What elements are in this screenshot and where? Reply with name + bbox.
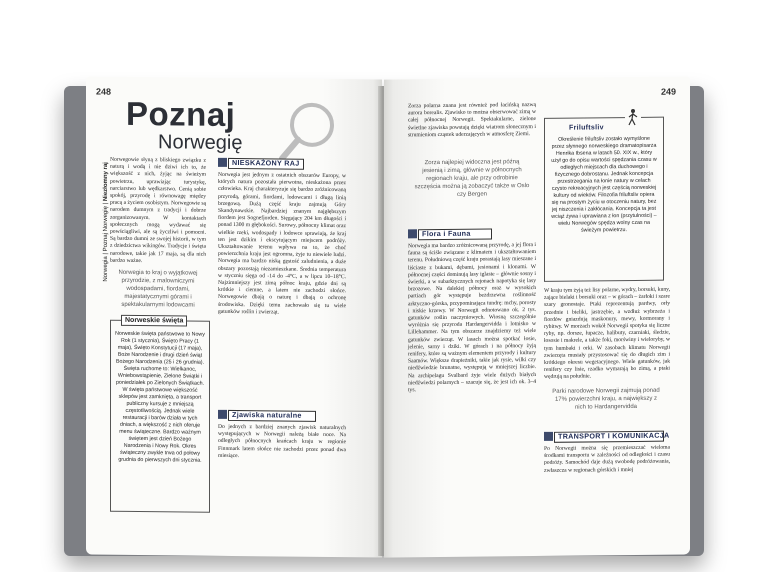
holidays-text: Norweskie święta państwowe to Nowy Rok (1 stycznia), Święto Pracy (1 maja), Święto Konstytucji (17 maja), Boże Narodzenie i drugi dzień świąt Bożego Narodzenia (25 i 26 grudnia). Święta ruchome to: Wielkanoc, Wniebowstąpienie, Zielone Świątki i poniedziałek po Zielonych Świątkach. W święta państwowe większość sklepów jest zamknięta, a transport publiczny kursuje z mniejszą częstotliwością. Jednak wiele restauracji i barów działa w tych dniach, a większość z nich oferuje menu świąteczne. Bardzo ważnym świętem jest dzień Bożego Narodzenia i Nowy Rok. Okres świąteczny zwykle trwa od połowy grudnia do pierwszych dni stycznia. bbox=[115, 330, 205, 464]
intro-text: Norwegowie słyną z bliskiego związku z naturą i wodą i nie dziwi ich to, że większość z nich, żyjąc na świeżym powietrzu, uprawiając turystykę, narciarstwo lub wędkarstwo. Cenią sobie spokój, przyrodę i równowagę między pracą a życiem osobistym. Norwegowie są narodem dumnym z tradycji i dobrze zorganizowanym. W kontaktach społecznych mogą wydawać się powściągliwi, ale są życzliwi i pomocni. Są bardzo dumni ze swojej historii, w tym z dziedzictwa wikingów. Tradycje i święta narodowe, takie jak 17 maja, są dla nich bardzo ważne. bbox=[110, 156, 206, 264]
page-title: Poznaj bbox=[126, 94, 236, 134]
person-hiking-icon bbox=[625, 108, 641, 126]
transport-text: Po Norwegii można się przemieszczać wieloma środkami transportu w zależności od odległości i czasu podróży. Samochód daje dużą swobodę podróżowania, zwłaszcza w regionach górskich i mniej bbox=[544, 444, 670, 474]
section2-text: Do jednych z bardziej znanych zjawisk naturalnych występujących w Norwegii należą białe noce. Na odległych północnych krańcach kraju w regionie Finnmark latem słońce nie zachodzi przez ponad dwa miesiące. bbox=[218, 423, 346, 459]
flora-text: Norwegia ma bardzo zróżnicowaną przyrodę, a jej flora i fauna są ściśle związane z klimatem i ukształtowaniem terenu. Południową część kraju porastają lasy mieszane i liściaste z bukami, dębami, jesionami i klonami. W północnej części dominują lasy iglaste – głównie sosny i świerki, a w subarktycznych rejonach napotyka się lasy brzozowe. Na dalekiej północy oraz w wysokich partiach gór występuje bezdrzewna roślinność arktyczno-górska, przypominająca tundrę: mchy, porosty i niskie krzewy. W Norwegii odnotowano ok. 2 tys. gatunków roślin naczyniowych. Wiosną szczególnie wyróżnia się przyroda Hardangervidda i lotnisko w Lillehammer. Na tym obszarze znajdziemy też wiele gatunków zwierząt. W lasach można spotkać łosie, jelenie, sarny i dziki. W górach i na północy żyją renifery, które są ważnym elementem przyrody i kultury Saamów. Większe drapieżniki, takie jak rysie, wilki czy niedźwiedzie brunatne, występują w mniejszej liczbie. Na archipelagu Svalbard żyje wiele dużych białych niedźwiedzi polarnych – szacuje się, że jest ich ok. 3–4 tys. bbox=[408, 242, 536, 394]
section1-text: Norwegia jest jednym z ostatnich obszarów Europy, w których natura pozostała pierwotna, nieskażona przez człowieka. Kraj charakteryzuje się bardzo zróżnicowaną przyrodą, górami, fiordami, lodowcami i długą linią brzegową. Dużą część kraju zajmują Góry Skandynawskie. Najbardziej znanym najgłębszym fiordem jest Sognefjorden. Sięgający 204 km długości i ponad 1300 m głębokości. Surowy, północny klimat oraz wielkie rzeki, wodospady i lodowce sprawiają, że kraj ten jest dzikim i ekscytującym miejscem podróży. Ukształtowanie terenu wpływa na to, że choć powierzchnia kraju jest ogromna, żyje tu niewiele ludzi. Norwegia ma bardzo niską gęstość zaludnienia, a duże obszary pozostają niezamieszkane. Średnia temperatura w styczniu sięga od -14 do -4°C, a w lipcu 10–18°C. Najzimniejszy jest zimą północ kraju, gdzie dni są krótkie i ciemne, a latem nie zachodzi słońce. Norwegowie dbają o naturę i dbają o ochronę środowiska. Dzięki temu zachowało się tu wiele gatunków roślin i zwierząt. bbox=[218, 171, 346, 316]
section-square-icon bbox=[218, 158, 227, 167]
transport-icon bbox=[544, 432, 553, 441]
flora-heading: Flora i Fauna bbox=[422, 228, 471, 239]
section-square-icon-2 bbox=[218, 410, 227, 419]
side-label-bold: Niezłomny raj bbox=[103, 162, 109, 202]
friluftsliv-text: Określenie friluftsliv zostało wymyślone przez słynnego norweskiego dramatopisarza Henrika Ibsena w latach 50. XIX w., który użył go do opisu wartości spędzania czasu w odległych miejscach dla duchowego i fizycznego dobrostanu. Jednak koncepcja przestrzegania na łonie natury w celach czysto rekreacyjnych jest częścią norweskiej kultury od wieków. Filozofia friluftsliv opiera się na prostym życiu w otoczeniu natury, bez jej niszczenia i zakłócania. Koncepcja ta jest wciąż żywa i uprawiana z łon (przytulności) – wielu Norwegów spędza wolny czas na świeżym powietrzu. bbox=[551, 135, 657, 234]
left-page bbox=[86, 76, 382, 557]
parks-quote: Parki narodowe Norwegii zajmują ponad 17% powierzchni kraju, a największy z nich to Hardangervidda bbox=[552, 387, 660, 411]
holidays-box bbox=[110, 316, 210, 513]
section1-heading: NIESKAŻONY RAJ bbox=[232, 157, 300, 168]
friluftsliv-box bbox=[544, 117, 664, 282]
page-subtitle: Norwegię bbox=[158, 131, 243, 155]
page-number-left: 248 bbox=[96, 86, 112, 97]
aurora-text: Zorza polarna znana jest również pod łacińską nazwą aurora borealis. Zjawisko to można obserwować zimą w całej północnej Norwegii. Spektakularne, zielone świetlne zjawiska powstają dzięki wiatrom słonecznym i strumieniom cząstek uderzających w atmosferę Ziemi. bbox=[408, 102, 536, 139]
side-label bbox=[103, 102, 109, 282]
page-number-right: 249 bbox=[660, 86, 676, 97]
friluftsliv-title: Friluftsliv bbox=[569, 124, 604, 132]
left-quote: Norwegia to kraj o wyjątkowej przyrodzie, z malowniczymi wodospadami, fiordami, majestatycznymi górami i spektakularnymi lodowcami bbox=[118, 269, 198, 309]
right-quote: Zorza najlepiej widoczna jest późną jesienią i zimą, głównie w północnych regionach kraju, ale przy odrobinie szczęścia można ją zobaczyć także w Oslo czy Bergen bbox=[414, 159, 530, 198]
side-label-prefix: Norwegia | Poznaj Norwegię | bbox=[103, 201, 109, 282]
hands-icon bbox=[408, 229, 417, 238]
section2-heading: Zjawiska naturalne bbox=[232, 409, 302, 420]
right-page bbox=[384, 76, 690, 557]
fauna-text: W kraju tym żyją też lisy polarne, wydry, borsuki, kuny, zające bielaki i borsuki oraz – w górach – żarłoki i szare szary gronostaje. Ptaki reprezentują pardwy, orły przednie i bieliki, jastrzębie, a wzdłuż wybrzeża i fiordów gniazdują maskonury, mewy, kormorany i rybitwy. W morzach wokół Norwegii spotyka się liczne ryby, np. dorsze, łupacze, halibuty, czarniaki, śledzie, łososie i makrele, a także foki, morświny i wieloryby, w tym humbaki i orki. W zasobach klimatu Norwegii zwierzęta musiały przystosować się do długich zim i krótkiego okresu wegetacyjnego. Wiele gatunków, jak renifery czy lisie, rzadko wymarają bo zimą, a ptaki wędrują na południe. bbox=[544, 286, 670, 381]
transport-heading: TRANSPORT I KOMUNIKACJA bbox=[558, 430, 670, 441]
holidays-box-title: Norweskie święta bbox=[121, 315, 187, 327]
